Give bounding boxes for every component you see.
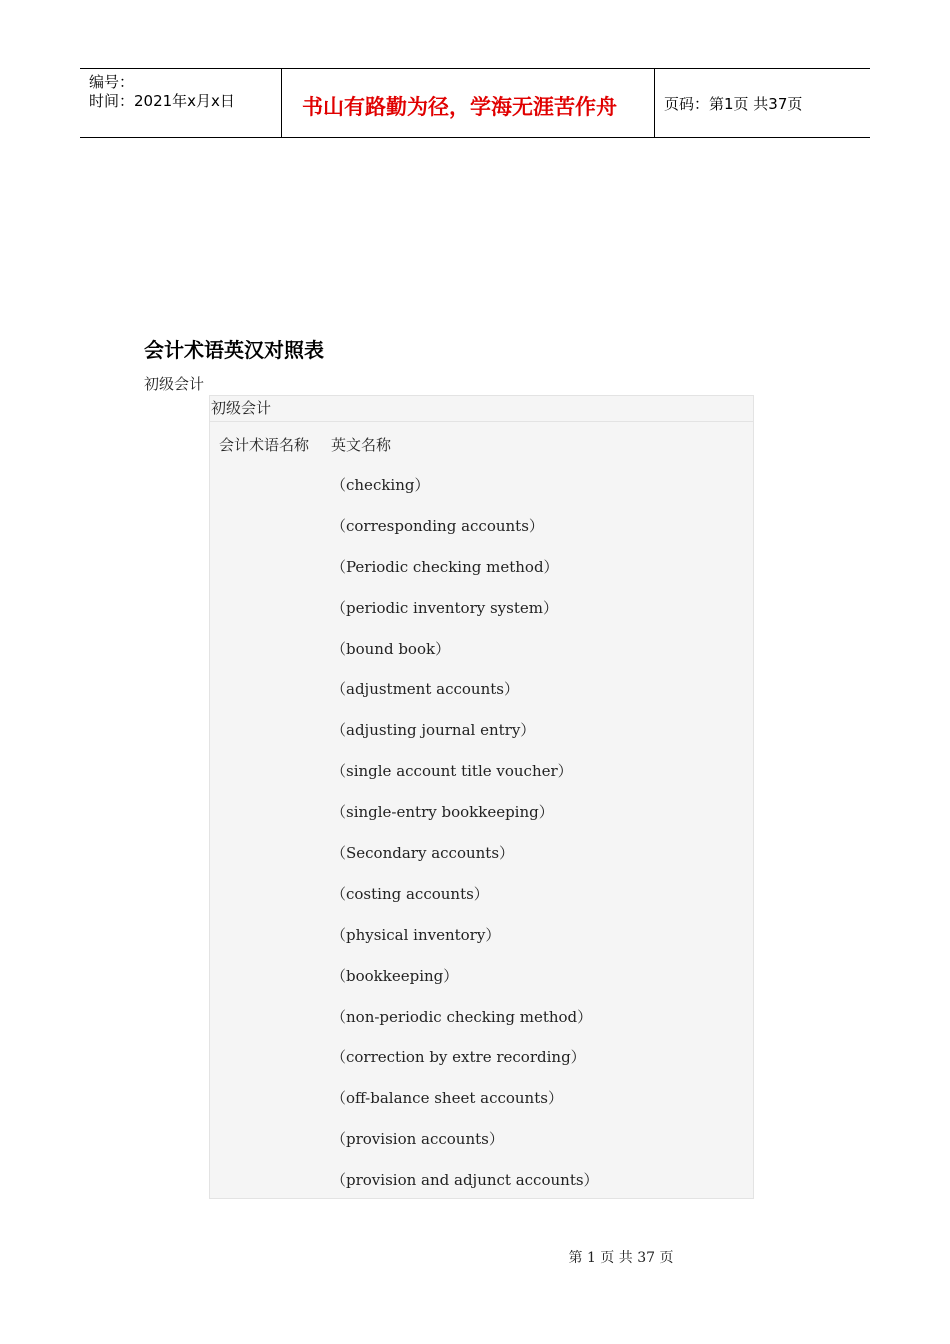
term-item: （checking） xyxy=(331,476,430,494)
terms-panel xyxy=(209,395,754,1199)
term-item: （provision and adjunct accounts） xyxy=(331,1171,599,1190)
column-header-english: 英文名称 xyxy=(331,436,392,454)
term-item: （corresponding accounts） xyxy=(331,516,544,535)
term-item: （Periodic checking method） xyxy=(331,557,559,576)
header-motto: 书山有路勤为径，学海无涯苦作舟 xyxy=(302,95,617,119)
header-page-cell xyxy=(655,69,870,137)
term-item: （single-entry bookkeeping） xyxy=(331,803,554,822)
page-header xyxy=(80,68,870,138)
term-item: （off-balance sheet accounts） xyxy=(331,1089,563,1108)
term-item: （adjustment accounts） xyxy=(331,680,519,699)
column-header-chinese: 会计术语名称 xyxy=(219,436,310,454)
term-item: （bound book） xyxy=(331,639,451,658)
term-item: （costing accounts） xyxy=(331,884,489,903)
header-meta-cell xyxy=(80,69,282,137)
panel-heading: 初级会计 xyxy=(210,396,753,422)
term-item: （bookkeeping） xyxy=(331,966,459,985)
page-footer xyxy=(0,1247,950,1267)
document-title: 会计术语英汉对照表 xyxy=(144,338,324,362)
section-subtitle: 初级会计 xyxy=(144,375,205,393)
term-item: （provision accounts） xyxy=(331,1130,504,1149)
term-item: （adjusting journal entry） xyxy=(331,721,536,740)
term-item: （correction by extre recording） xyxy=(331,1048,586,1067)
term-item: （non-periodic checking method） xyxy=(331,1007,593,1026)
time-label: 时间：2021年x月x日 xyxy=(89,92,235,110)
term-item: （physical inventory） xyxy=(331,925,501,944)
term-item: （single account title voucher） xyxy=(331,762,573,781)
header-motto-cell xyxy=(282,69,655,137)
footer-page-number: 第 1 页 共 37 页 xyxy=(568,1250,674,1266)
term-item: （Secondary accounts） xyxy=(331,844,515,863)
header-page-info: 页码：第1页 共37页 xyxy=(664,95,803,113)
terms-list xyxy=(331,474,599,1210)
term-item: （periodic inventory system） xyxy=(331,598,558,617)
number-label: 编号： xyxy=(89,73,135,91)
